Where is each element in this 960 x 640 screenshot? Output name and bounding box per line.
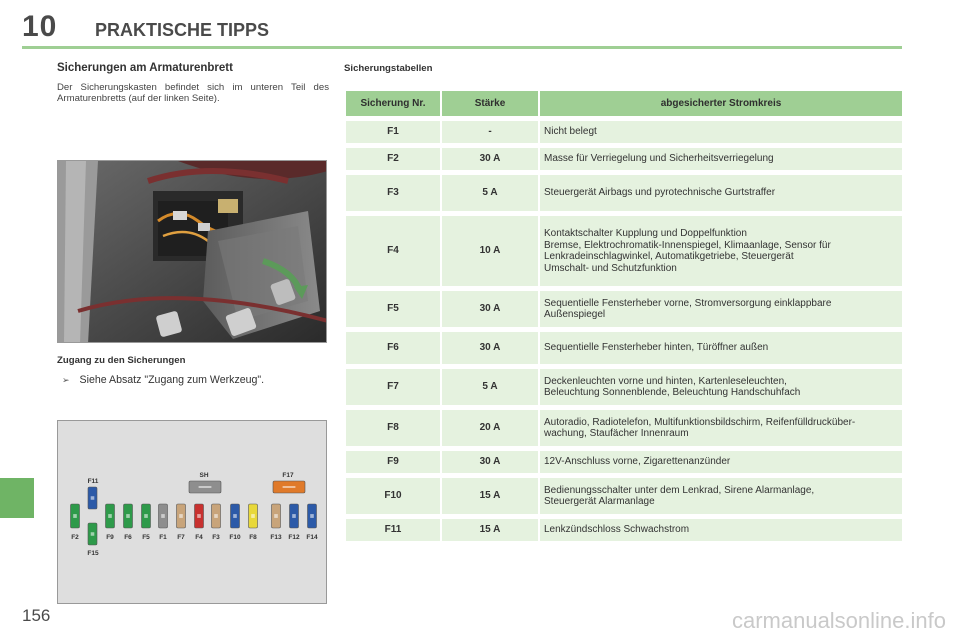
circuit-line: Masse für Verriegelung und Sicherheitsverriegelung <box>544 153 774 165</box>
access-bullet-text: Siehe Absatz "Zugang zum Werkzeug". <box>79 374 265 386</box>
header-amperage: Stärke <box>442 91 538 116</box>
page-number: 156 <box>22 606 51 625</box>
table-row <box>346 291 902 327</box>
circuit-line: Bremse, Elektrochromatik-Innenspiegel, Klimaanlage, Sensor für <box>544 239 831 251</box>
fuse-table <box>344 86 904 546</box>
fuse-label: F11 <box>87 478 99 485</box>
circuit-line: Bedienungsschalter unter dem Lenkrad, Sirene Alarmanlage, <box>544 484 815 496</box>
fuse-number-cell: F1 <box>346 121 440 143</box>
left-column <box>57 62 329 104</box>
fuse-box-diagram <box>57 420 327 604</box>
fuse-f13-mark <box>274 514 278 518</box>
amperage-cell: 10 A <box>442 216 538 286</box>
fuse-label: F2 <box>71 534 79 541</box>
fuse-number-cell: F7 <box>346 369 440 405</box>
circuit-line: 12V-Anschluss vorne, Zigarettenanzünder <box>544 456 731 468</box>
chapter-number: 10 <box>22 10 58 43</box>
fuse-label: F17 <box>282 472 294 479</box>
fuse-label: F1 <box>159 534 167 541</box>
fuse-label: F10 <box>229 534 241 541</box>
fuse-f3-mark <box>214 514 218 518</box>
circuit-line: Steuergerät Alarmanlage <box>544 496 655 507</box>
amperage-cell: 20 A <box>442 410 538 446</box>
circuit-cell <box>540 175 902 211</box>
access-title: Zugang zu den Sicherungen <box>57 355 186 366</box>
table-header-row <box>346 91 902 116</box>
circuit-line: Beleuchtung Sonnenblende, Beleuchtung Handschuhfach <box>544 387 801 398</box>
circuit-line: Sequentielle Fensterheber hinten, Türöffner außen <box>544 342 769 354</box>
fuse-label: F4 <box>195 534 203 541</box>
table-row <box>346 519 902 541</box>
amperage-cell: 30 A <box>442 332 538 364</box>
fuse-number-cell: F3 <box>346 175 440 211</box>
header-circuit: abgesicherter Stromkreis <box>540 91 902 116</box>
fuse-number-cell: F8 <box>346 410 440 446</box>
circuit-cell <box>540 451 902 473</box>
fuse-f2-mark <box>73 514 77 518</box>
fuse-f1-mark <box>161 514 165 518</box>
table-row <box>346 332 902 364</box>
fuse-label: F6 <box>124 534 132 541</box>
table-row <box>346 451 902 473</box>
fuse-box-svg <box>58 421 326 603</box>
fuse-label: F7 <box>177 534 185 541</box>
section-title: Sicherungen am Armaturenbrett <box>57 62 233 74</box>
fuse-f12-mark <box>292 514 296 518</box>
header-fuse-number: Sicherung Nr. <box>346 91 440 116</box>
fuse-label: F15 <box>87 550 99 557</box>
circuit-cell <box>540 148 902 170</box>
fuse-number-cell: F2 <box>346 148 440 170</box>
circuit-line: Außenspiegel <box>544 309 606 320</box>
fuse-f15-mark <box>91 532 95 536</box>
circuit-line: Nicht belegt <box>544 126 597 138</box>
circuit-line: Sequentielle Fensterheber vorne, Stromversorgung einklappbare <box>544 297 832 309</box>
amperage-cell: 5 A <box>442 369 538 405</box>
fuse-number-cell: F10 <box>346 478 440 514</box>
circuit-cell <box>540 369 902 405</box>
fuse-f8-mark <box>251 514 255 518</box>
circuit-line: Deckenleuchten vorne und hinten, Kartenleseleuchten, <box>544 375 787 387</box>
watermark: carmanualsonline.info <box>731 608 946 633</box>
fuse-label: F14 <box>306 534 318 541</box>
circuit-line: Kontaktschalter Kupplung und Doppelfunktion <box>544 228 747 239</box>
fuse-sh-mark <box>199 486 212 488</box>
circuit-line: wachung, Staufächer Innenraum <box>544 428 689 439</box>
chapter-side-tab <box>0 478 34 518</box>
table-title: Sicherungstabellen <box>344 63 433 74</box>
fuse-f17-mark <box>283 486 296 488</box>
circuit-line: Lenkradeinschlagwinkel, Automatikgetriebe, Steuergerät <box>544 251 794 262</box>
dashboard-photo-illustration <box>58 161 327 343</box>
amperage-cell: 5 A <box>442 175 538 211</box>
fuse-table-body <box>346 121 902 541</box>
table-row <box>346 478 902 514</box>
circuit-line: Autoradio, Radiotelefon, Multifunktionsbildschirm, Reifenfülldrucküber- <box>544 416 856 428</box>
table-row <box>346 175 902 211</box>
amperage-cell: 30 A <box>442 291 538 327</box>
fuse-number-cell: F11 <box>346 519 440 541</box>
circuit-cell <box>540 291 902 327</box>
fuse-f10-mark <box>233 514 237 518</box>
circuit-cell <box>540 121 902 143</box>
circuit-cell <box>540 410 902 446</box>
fuse-label: F13 <box>270 534 282 541</box>
circuit-cell <box>540 478 902 514</box>
circuit-line: Umschalt- und Schutzfunktion <box>544 262 677 274</box>
amperage-cell: 30 A <box>442 451 538 473</box>
circuit-line: Steuergerät Airbags und pyrotechnische Gurtstraffer <box>544 187 776 199</box>
fuse-label: F12 <box>288 534 300 541</box>
fuse-f5-mark <box>144 514 148 518</box>
fuse-number-cell: F6 <box>346 332 440 364</box>
circuit-line: Lenkzündschloss Schwachstrom <box>544 524 690 536</box>
fuse-f4-mark <box>197 514 201 518</box>
bullet-icon: ➢ <box>62 375 70 385</box>
access-bullet <box>62 374 264 386</box>
amperage-cell: 15 A <box>442 478 538 514</box>
dashboard-photo <box>57 160 327 343</box>
table-row <box>346 121 902 143</box>
circuit-cell <box>540 216 902 286</box>
fuse-f14-mark <box>310 514 314 518</box>
fuse-label: F8 <box>249 534 257 541</box>
fuse-f6-mark <box>126 514 130 518</box>
fuse-label: SH <box>199 472 209 479</box>
fuse-label: F5 <box>142 534 150 541</box>
fuse-label: F9 <box>106 534 114 541</box>
table-row <box>346 148 902 170</box>
circuit-cell <box>540 519 902 541</box>
fuse-label: F3 <box>212 534 220 541</box>
table-row <box>346 410 902 446</box>
fuse-number-cell: F9 <box>346 451 440 473</box>
fuse-f9-mark <box>108 514 112 518</box>
amperage-cell: 30 A <box>442 148 538 170</box>
fuse-f7-mark <box>179 514 183 518</box>
header-rule <box>22 46 902 49</box>
fuse-number-cell: F5 <box>346 291 440 327</box>
chapter-title: PRAKTISCHE TIPPS <box>95 20 270 40</box>
fuse-f11-mark <box>91 496 95 500</box>
amperage-cell: - <box>442 121 538 143</box>
circuit-cell <box>540 332 902 364</box>
intro-text: Der Sicherungskasten befindet sich im unteren Teil des Armaturenbretts (auf der linken Seite). <box>57 82 329 104</box>
table-row <box>346 216 902 286</box>
amperage-cell: 15 A <box>442 519 538 541</box>
fuse-number-cell: F4 <box>346 216 440 286</box>
table-row <box>346 369 902 405</box>
